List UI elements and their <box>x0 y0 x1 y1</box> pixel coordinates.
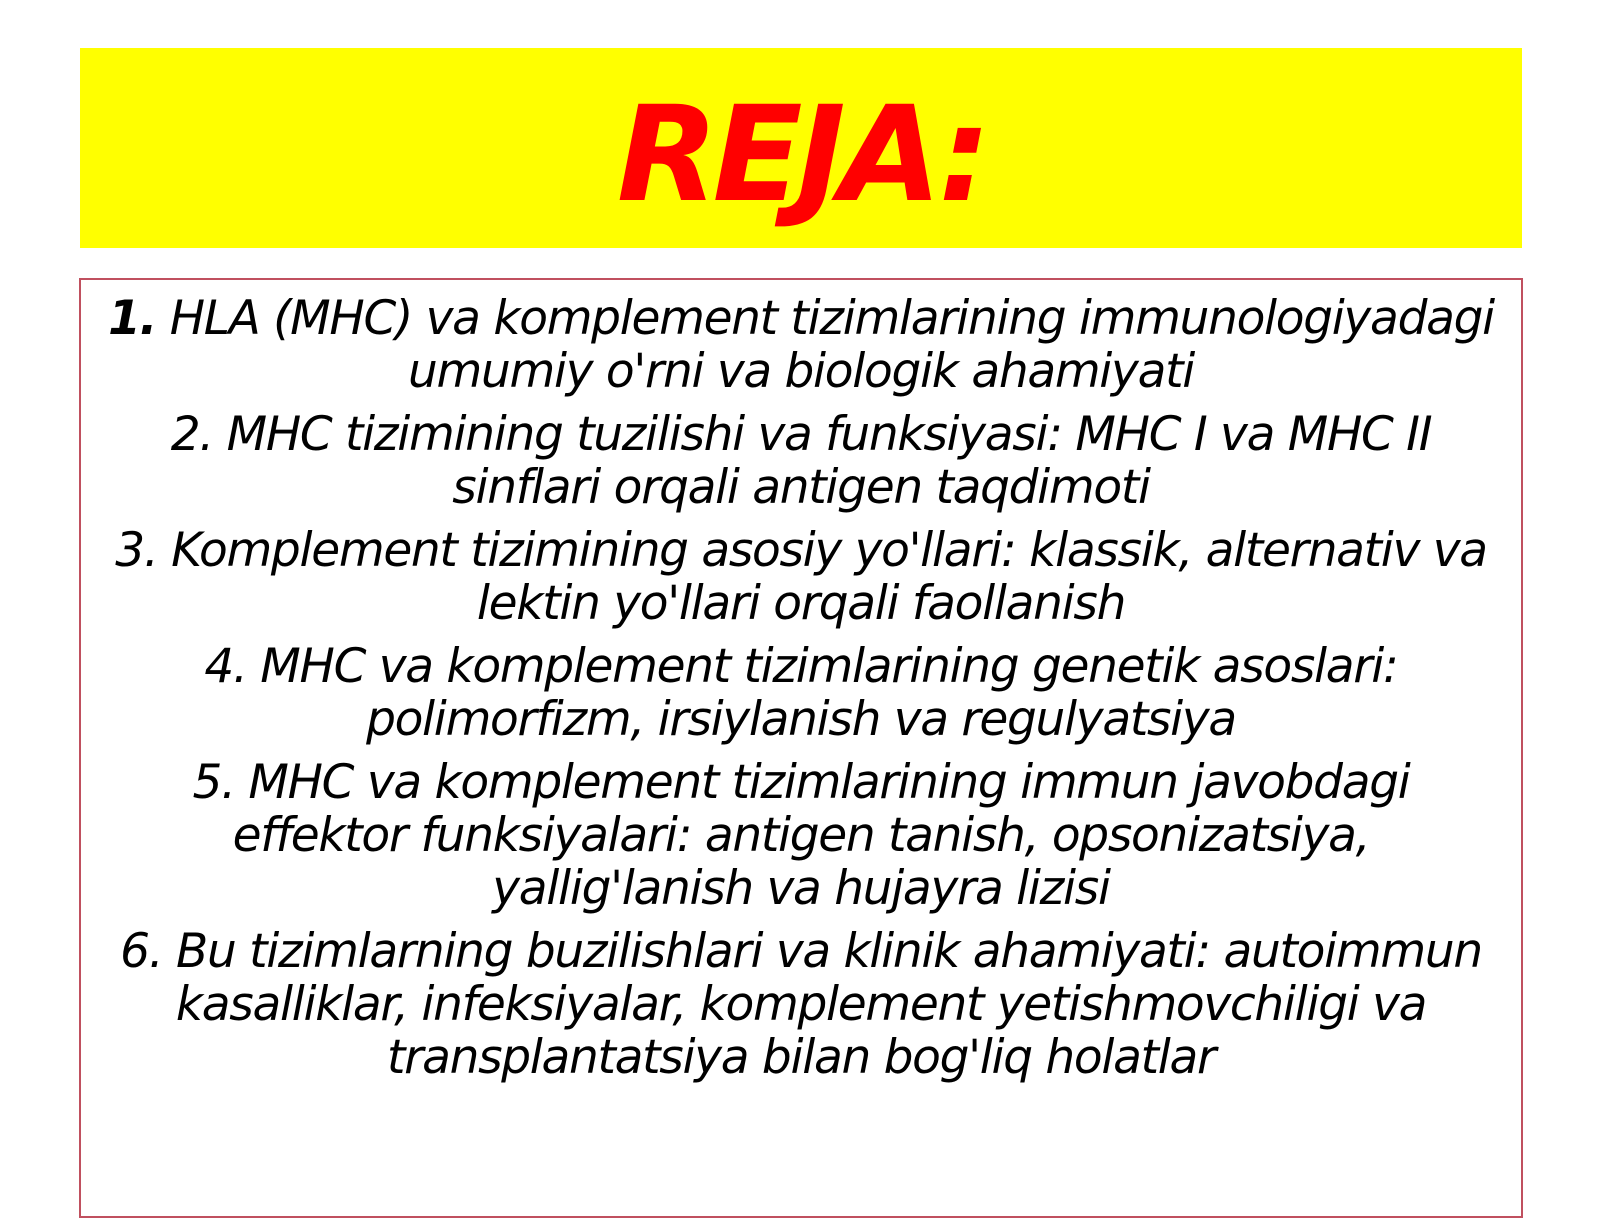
plan-item-2-text: MHC tizimining tuzilishi va funksiyasi: MHC I va MHC II sinflari orqali antigen taqdimoti <box>212 407 1432 515</box>
plan-item-2-number: 2. <box>170 407 213 462</box>
plan-item-6-text: Bu tizimlarning buzilishlari va klinik ahamiyati: autoimmun kasalliklar, infeksiyalar, komplement yetishmovchiligi va transplantatsiya bilan bog'liq holatlar <box>162 924 1482 1085</box>
plan-item-5-text: MHC va komplement tizimlarining immun javobdagi effektor funksiyalari: antigen tanish, opsonizatsiya, yallig'lanish va hujayra lizisi <box>232 755 1410 916</box>
plan-list-box <box>79 278 1523 1218</box>
plan-item-2 <box>101 408 1501 514</box>
plan-item-3-number: 3. <box>115 523 158 578</box>
plan-item-5 <box>101 756 1501 915</box>
plan-item-4 <box>101 640 1501 746</box>
plan-item-1-text: HLA (MHC) va komplement tizimlarining immunologiyadagi umumiy o'rni va biologik ahamiyati <box>156 291 1494 399</box>
plan-item-4-number: 4. <box>204 639 247 694</box>
plan-item-4-text: MHC va komplement tizimlarining genetik asoslari: polimorfizm, irsiylanish va regulyatsiya <box>246 639 1398 747</box>
plan-item-1 <box>101 292 1501 398</box>
plan-item-3-text: Komplement tizimining asosiy yo'llari: klassik, alternativ va lektin yo'llari orqali faollanish <box>157 523 1487 631</box>
plan-item-6 <box>101 925 1501 1084</box>
slide-title: REJA: <box>616 78 986 232</box>
plan-item-3 <box>101 524 1501 630</box>
title-banner <box>80 48 1522 248</box>
plan-item-5-number: 5. <box>192 755 235 810</box>
plan-item-6-number: 6. <box>120 924 163 979</box>
plan-item-1-number: 1. <box>108 291 157 346</box>
